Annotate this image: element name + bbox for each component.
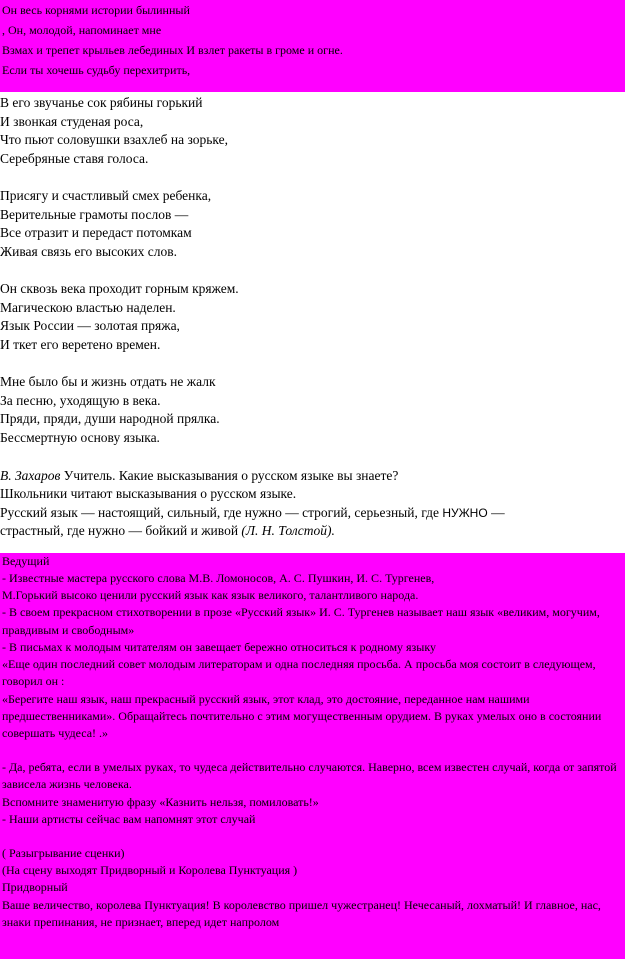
poem-line: Серебряные ставя голоса. (0, 150, 149, 166)
poem-author: В. Захаров (0, 467, 61, 483)
poem-line: За песню, уходящую в века. (0, 392, 161, 408)
script-line: Вспомните знаменитую фразу «Казнить нельзя, помиловать!» (2, 794, 319, 809)
quote-text: — (487, 504, 505, 520)
poem-line: Пряди, пряди, души народной прялка. (0, 411, 220, 427)
poem (0, 92, 625, 466)
poem-line: Верительные грамоты послов — (0, 206, 189, 222)
quote-text: Русский язык — настоящий, сильный, где нужно — строгий, серьезный, где (0, 504, 443, 520)
stanza-4 (0, 373, 625, 447)
poem-line: И ткет его веретено времен. (0, 336, 161, 352)
stanza-gap (0, 168, 625, 187)
speaker-label: Ведущий (2, 553, 50, 568)
stanza-2 (0, 187, 625, 261)
poem-line: Бессмертную основу языка. (0, 429, 160, 445)
dialogue-section (0, 467, 625, 541)
teacher-question: Учитель. Какие высказывания о русском языке вы знаете? (60, 467, 399, 483)
speaker-label: Придворный (2, 880, 68, 895)
tolstoy-quote-line-2 (0, 522, 625, 541)
verse-line: , Он, молодой, напоминает мне (2, 23, 162, 37)
intro-verse-block (0, 0, 625, 92)
poem-line: Присягу и счастливый смех ребенка, (0, 187, 212, 203)
script-line: «Берегите наш язык, наш прекрасный русский язык, этот клад, это достояние, переданное нам нашими предшественниками». Обращайтесь почтительно с этим могущественным орудием. В руках умелых оно в состоянии совершать чудеса! .» (2, 691, 602, 740)
poem-line: Он сквозь века проходит горным кряжем. (0, 280, 239, 296)
verse-line: Если ты хочешь судьбу перехитрить, (2, 63, 191, 77)
poem-line: И звонкая студеная роса, (0, 113, 144, 129)
script-line: - Известные мастера русского слова М.В. Ломоносов, А. С. Пушкин, И. С. Тургенев, (2, 571, 435, 586)
poem-line: Мне было бы и жизнь отдать не жалк (0, 373, 216, 389)
poem-line: Живая связь его высоких слов. (0, 243, 177, 259)
script-block (0, 553, 625, 959)
script-line: - В письмах к молодым читателям он завещает бережно относиться к родному языку (2, 639, 437, 654)
poem-line: Что пьют соловушки взахлеб на зорьке, (0, 132, 228, 148)
script-line: - Да, ребята, если в умелых руках, то чудеса действительно случаются. Наверно, всем известен случай, когда от запятой зависела жизнь человека. (2, 760, 617, 792)
quote-source: (Л. Н. Толстой). (241, 523, 335, 539)
paragraph-gap (2, 742, 623, 759)
teacher-line (0, 467, 625, 486)
verse-line: Взмах и трепет крыльев лебединых И взлет ракеты в громе и огне. (2, 43, 343, 57)
script-line: - Наши артисты сейчас вам напомнят этот случай (2, 811, 256, 826)
stanza-gap (0, 447, 625, 466)
stanza-gap (0, 261, 625, 280)
poem-line: Все отразит и передаст потомкам (0, 225, 192, 241)
paragraph-gap (2, 828, 623, 845)
quote-caps-word: НУЖНО (442, 505, 488, 520)
stage-direction: ( Разыгрывание сценки) (2, 845, 125, 860)
script-line: М.Горький высоко ценили русский язык как язык великого, талантливого народа. (2, 588, 419, 603)
poem-line: Язык России — золотая пряжа, (0, 318, 180, 334)
stanza-gap (0, 354, 625, 373)
stanza-1 (0, 94, 625, 168)
tolstoy-quote-line-1 (0, 504, 625, 523)
quote-text: страстный, где нужно — бойкий и живой (0, 523, 242, 539)
stanza-3 (0, 280, 625, 354)
poem-line: В его звучанье сок рябины горький (0, 95, 203, 110)
script-line: - В своем прекрасном стихотворении в прозе «Русский язык» И. С. Тургенев называет наш язык «великим, могучим, правдивым и свободным» (2, 605, 600, 637)
students-line: Школьники читают высказывания о русском языке. (0, 486, 297, 502)
stage-direction: (На сцену выходят Придворный и Королева Пунктуация ) (2, 863, 298, 878)
script-line: «Еще один последний совет молодым литераторам и одна последняя просьба. А просьба моя состоит в следующем, говорил он : (2, 657, 596, 689)
poem-line: Магическою властью наделен. (0, 299, 176, 315)
verse-line: Он весь корнями истории былинный (2, 3, 190, 17)
script-line: Ваше величество, королева Пунктуация! В королевство пришел чужестранец! Нечесаный, лохматый! И главное, нас, знаки препинания, не признает, вперед идет напролом (2, 897, 601, 929)
